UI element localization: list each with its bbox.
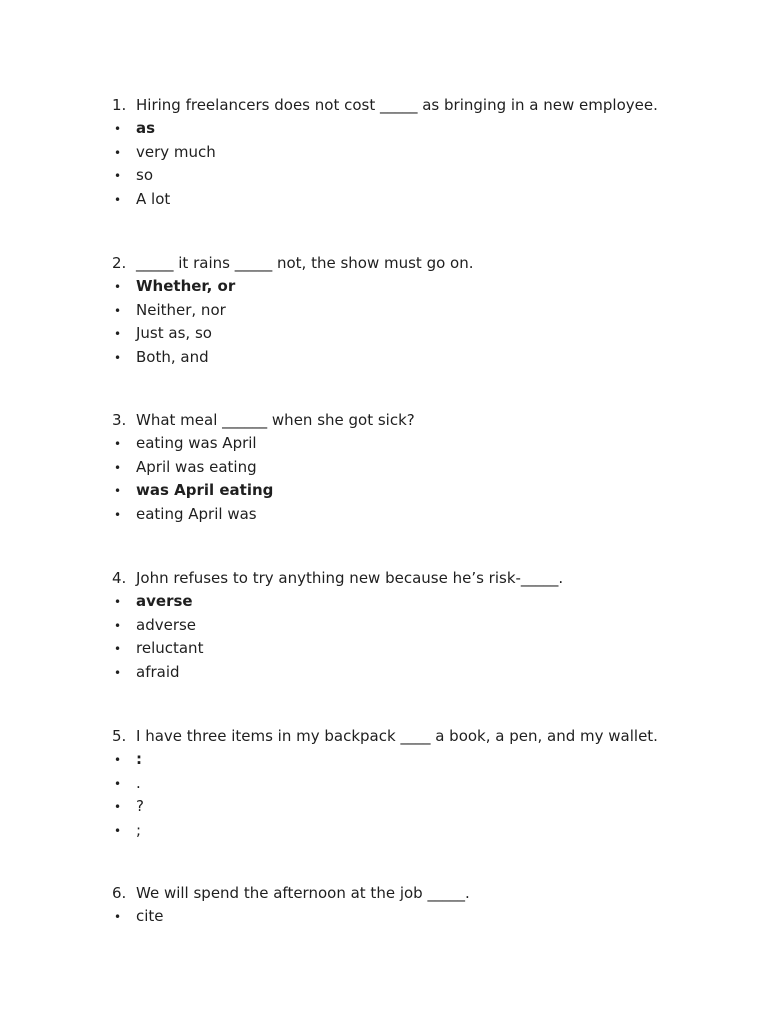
- question-2-line: [112, 252, 732, 275]
- option-text: A lot: [136, 189, 171, 208]
- option-item: [112, 590, 732, 614]
- option-item: [112, 905, 732, 929]
- bullet-icon: •: [114, 145, 122, 160]
- bullet-icon: •: [114, 280, 122, 294]
- option-text: ?: [136, 797, 144, 815]
- option-item: [112, 819, 732, 843]
- option-text: ;: [136, 820, 142, 839]
- option-item: [112, 637, 732, 661]
- bullet-icon: •: [114, 618, 122, 633]
- question-number: 6.: [112, 884, 127, 902]
- option-text-correct: :: [136, 750, 142, 768]
- option-item: [112, 164, 732, 188]
- option-item: [112, 117, 732, 141]
- option-text: eating April was: [136, 504, 257, 523]
- option-text-correct: Whether, or: [136, 277, 236, 295]
- bullet-icon: •: [114, 122, 122, 136]
- option-item: [112, 141, 732, 165]
- option-text: Just as, so: [136, 324, 212, 342]
- question-text: John refuses to try anything new because he’s risk-_____.: [136, 569, 564, 587]
- option-item: [112, 614, 732, 638]
- option-item: [112, 661, 732, 685]
- question-number: 5.: [112, 727, 127, 745]
- option-text-correct: was April eating: [136, 481, 274, 499]
- option-text: reluctant: [136, 639, 204, 657]
- question-5: [112, 725, 732, 842]
- bullet-icon: •: [114, 823, 122, 838]
- question-4: [112, 567, 732, 684]
- bullet-icon: •: [114, 169, 122, 183]
- question-6: [112, 882, 732, 929]
- option-item: [112, 479, 732, 503]
- option-text: adverse: [136, 615, 197, 634]
- bullet-icon: •: [114, 192, 122, 207]
- question-1: [112, 94, 732, 211]
- option-item: [112, 795, 732, 819]
- question-number: 3.: [112, 411, 127, 429]
- option-item: [112, 432, 732, 456]
- bullet-icon: •: [114, 303, 122, 318]
- bullet-icon: •: [114, 753, 122, 767]
- option-item: [112, 188, 732, 212]
- question-4-line: [112, 567, 732, 590]
- option-text: so: [136, 166, 153, 184]
- question-number: 1.: [112, 96, 127, 114]
- bullet-icon: •: [114, 350, 122, 365]
- bullet-icon: •: [114, 800, 122, 814]
- question-3: [112, 409, 732, 526]
- bullet-icon: •: [114, 327, 122, 341]
- question-2: [112, 252, 732, 369]
- option-item: [112, 346, 732, 370]
- bullet-icon: •: [114, 665, 122, 680]
- bullet-icon: •: [114, 910, 122, 924]
- option-text: cite: [136, 907, 164, 925]
- option-text: April was eating: [136, 457, 257, 476]
- question-number: 4.: [112, 569, 127, 587]
- question-1-line: [112, 94, 732, 117]
- option-item: [112, 772, 732, 796]
- option-text-correct: averse: [136, 592, 193, 610]
- option-item: [112, 275, 732, 299]
- question-text: What meal ______ when she got sick?: [136, 411, 415, 429]
- question-text: I have three items in my backpack ____ a book, a pen, and my wallet.: [136, 727, 658, 745]
- question-text: _____ it rains _____ not, the show must go on.: [136, 254, 474, 272]
- bullet-icon: •: [114, 776, 122, 791]
- bullet-icon: •: [114, 595, 122, 609]
- option-text: afraid: [136, 662, 180, 681]
- option-item: [112, 503, 732, 527]
- bullet-icon: •: [114, 460, 122, 475]
- question-3-line: [112, 409, 732, 432]
- option-item: [112, 299, 732, 323]
- option-text: Neither, nor: [136, 300, 226, 319]
- option-item: [112, 322, 732, 346]
- option-text: .: [136, 773, 141, 792]
- option-text: Both, and: [136, 347, 209, 366]
- bullet-icon: •: [114, 507, 122, 522]
- option-text: eating was April: [136, 434, 257, 452]
- question-6-line: [112, 882, 732, 905]
- question-number: 2.: [112, 254, 127, 272]
- bullet-icon: •: [114, 642, 122, 656]
- option-item: [112, 748, 732, 772]
- question-text: We will spend the afternoon at the job _____.: [136, 884, 470, 902]
- bullet-icon: •: [114, 484, 122, 498]
- option-text: very much: [136, 142, 216, 161]
- bullet-icon: •: [114, 437, 122, 451]
- question-text: Hiring freelancers does not cost _____ as bringing in a new employee.: [136, 96, 658, 114]
- question-5-line: [112, 725, 732, 748]
- option-item: [112, 456, 732, 480]
- option-text-correct: as: [136, 119, 156, 137]
